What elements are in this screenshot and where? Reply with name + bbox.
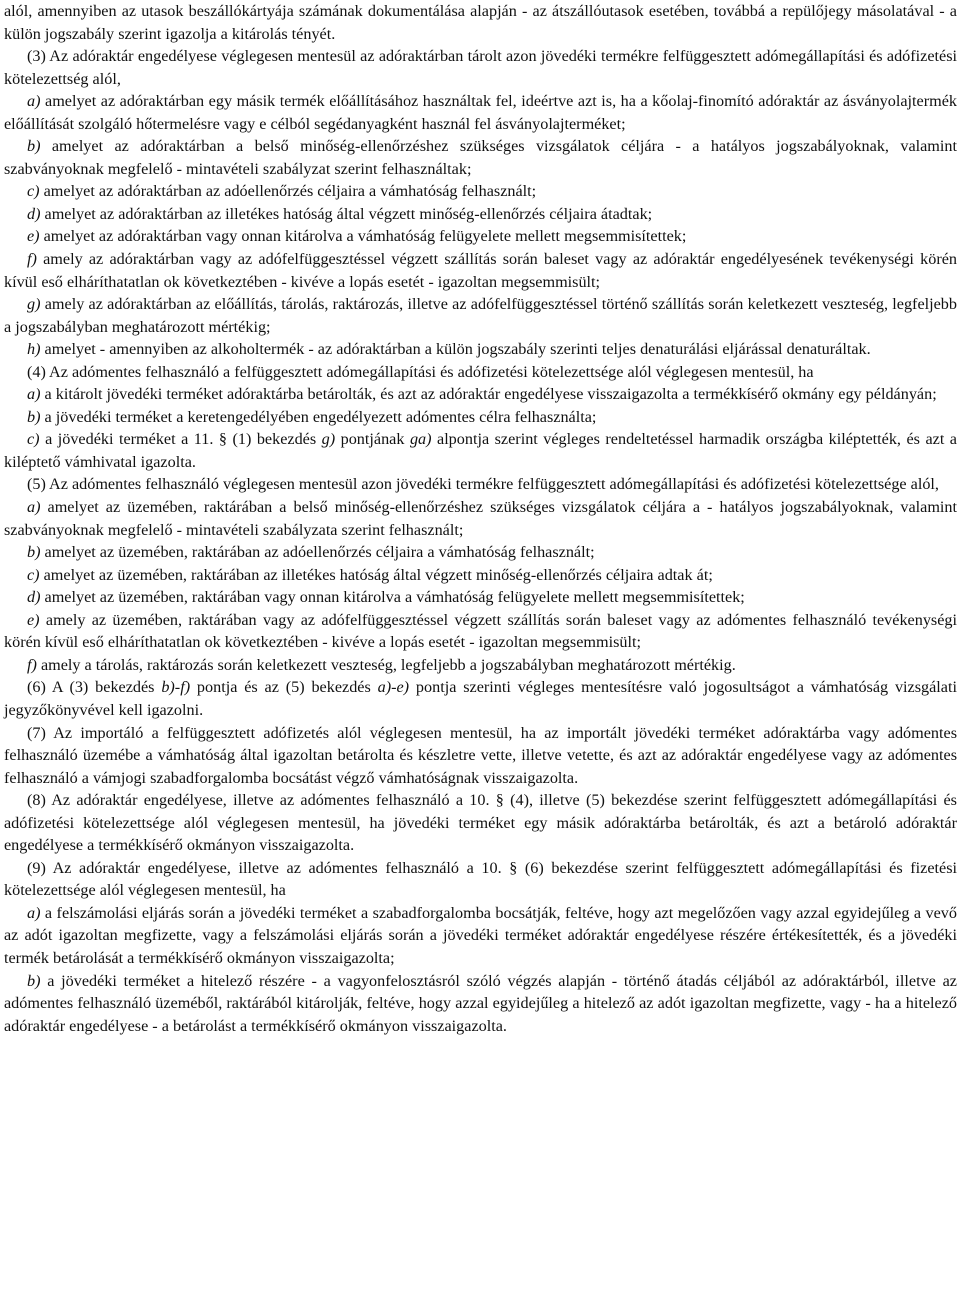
paragraph-text: pontja és az (5) bekezdés: [190, 678, 378, 697]
paragraph: [4, 45, 957, 90]
point-label: g): [27, 295, 41, 314]
paragraph-text: (8) Az adóraktár engedélyese, illetve az adómentes felhasználó a 10. § (4), illetve (5) bekezdése szerint felfüggesztett adómegállapítási és adófizetési kötelezettsége alól véglegesen mentesül, ha jövedéki terméket egy másik adóraktárba betárolták, és azt a betároló adóraktár engedélyese a termékkísérő okmányon visszaigazolta.: [4, 791, 957, 855]
point-label: a)-e): [377, 678, 410, 697]
paragraph-text: pontjának: [335, 430, 410, 449]
paragraph-text: (4) Az adómentes felhasználó a felfüggesztett adómegállapítási és adófizetési kötelezettsége alól véglegesen mentesül, ha: [27, 362, 814, 381]
paragraph-text: a jövedéki terméket a hitelező részére - a vagyonfelosztásról szóló végzés alapján - történő átadás céljából az adóraktárból, illetve az adómentes felhasználó üzeméből, raktárából kitárolják, feltéve, hogy azzal egyidejűleg a hitelező az adót igazoltan megfizette, vagy - ha a hitelező adóraktár engedélyese - a betárolást a termékkísérő okmányon visszaigazolta.: [4, 971, 957, 1035]
paragraph-text: amelyet az üzemében, raktárában az adóellenőrzés céljaira a vámhatóság felhasznált;: [40, 543, 595, 562]
point-label: c): [27, 565, 40, 584]
point-label: a): [27, 385, 41, 404]
paragraph-text: pontja szerinti végleges mentesítésre való jogosultságot a vámhatóság vizsgálati jegyzőkönyvével kell igazolni.: [4, 678, 957, 719]
paragraph: [4, 789, 957, 857]
paragraph: [4, 406, 957, 429]
paragraph: [4, 586, 957, 609]
paragraph: [4, 609, 957, 654]
point-label: b): [27, 543, 41, 562]
point-label: f): [27, 250, 37, 269]
paragraph-text: a felszámolási eljárás során a jövedéki terméket a szabadforgalomba bocsátják, feltéve, hogy azt megelőzően vagy azzal egyidejűleg a vevő az adót igazoltan megfizette, vagy a felszámolási eljárás során a jövedéki terméket adóraktár engedélyese részére értékesítették, és a jövedéki termék betárolását a termékkísérő okmányon visszaigazolta;: [4, 903, 957, 967]
point-label: b): [27, 407, 41, 426]
paragraph: [4, 180, 957, 203]
point-label: g): [321, 430, 336, 449]
paragraph: [4, 0, 957, 45]
point-label: e): [27, 227, 40, 246]
paragraph: [4, 970, 957, 1038]
paragraph: [4, 902, 957, 970]
paragraph-text: amely az adóraktárban az előállítás, tárolás, raktározás, illetve az adófelfüggesztéssel történő szállítás során keletkezett veszteség, legfeljebb a jogszabályban meghatározott mértékig;: [4, 295, 957, 336]
paragraph: [4, 564, 957, 587]
paragraph-text: a jövedéki terméket a 11. § (1) bekezdés: [39, 430, 322, 449]
paragraph: [4, 361, 957, 384]
point-label: b): [27, 971, 41, 990]
paragraph-text: amely az adóraktárban vagy az adófelfüggesztéssel végzett szállítás során baleset vagy az adóraktár engedélyesének tevékenységi körén kívül eső elháríthatatlan ok következtében - kivéve a lopás esetét - igazoltan megsemmisült;: [4, 250, 957, 291]
point-label: d): [27, 204, 41, 223]
paragraph: [4, 857, 957, 902]
paragraph: [4, 90, 957, 135]
paragraph: [4, 225, 957, 248]
paragraph: [4, 541, 957, 564]
paragraph-text: amelyet az üzemében, raktárában a belső minőség-ellenőrzéshez szükséges vizsgálatok céljára a - hatályos jogszabályoknak, valamint szabványoknak megfelelő - mintavételi szabályzata szerint felhasznált;: [4, 498, 957, 539]
paragraph-text: (6) A (3) bekezdés: [27, 678, 162, 697]
point-label: c): [27, 430, 40, 449]
point-label: ga): [409, 430, 432, 449]
paragraph: [4, 203, 957, 226]
paragraph: [4, 248, 957, 293]
paragraph-text: alpontja szerint végleges rendeltetéssel harmadik országba kiléptették, és azt a kiléptető vámhivatal igazolta.: [4, 430, 957, 471]
paragraph-text: amelyet az adóraktárban az adóellenőrzés céljaira a vámhatóság felhasznált;: [39, 182, 537, 201]
point-label: d): [27, 588, 41, 607]
point-label: e): [27, 610, 40, 629]
paragraph-text: amelyet az adóraktárban vagy onnan kitárolva a vámhatóság felügyelete mellett megsemmisítettek;: [39, 227, 687, 246]
paragraph-text: amelyet - amennyiben az alkoholtermék - az adóraktárban a külön jogszabály szerinti teljes denaturálási eljárással denaturáltak.: [40, 340, 871, 359]
paragraph: [4, 473, 957, 496]
paragraph-text: (5) Az adómentes felhasználó véglegesen mentesül azon jövedéki termékre felfüggesztett adómegállapítási és adófizetési kötelezettsége alól,: [27, 475, 939, 494]
paragraph: [4, 496, 957, 541]
paragraph: [4, 654, 957, 677]
point-label: h): [27, 340, 41, 359]
paragraph: [4, 428, 957, 473]
paragraph-text: amelyet az adóraktárban a belső minőség-ellenőrzéshez szükséges vizsgálatok céljára - a hatályos jogszabályoknak, valamint szabványoknak megfelelő - mintavételi szabályzat szerint felhasználtak;: [4, 137, 957, 178]
paragraph-text: amelyet az üzemében, raktárában vagy onnan kitárolva a vámhatóság felügyelete mellett megsemmisítettek;: [40, 588, 745, 607]
paragraph: [4, 293, 957, 338]
paragraph: [4, 383, 957, 406]
paragraph-text: (7) Az importáló a felfüggesztett adófizetés alól véglegesen mentesül, ha az importált jövedéki terméket adóraktárba vagy adómentes felhasználó üzemébe a vámhatóság által igazoltan betárolta és készletre vette, illetve vetette, és azt az adóraktár engedélyese vagy az adómentes felhasználó a vámjogi szabadforgalomba bocsátást végző vámhatóságnak visszaigazolta.: [4, 723, 957, 787]
point-label: f): [27, 655, 37, 674]
point-label: a): [27, 903, 41, 922]
point-label: c): [27, 182, 40, 201]
point-label: a): [27, 92, 41, 111]
paragraph-text: alól, amennyiben az utasok beszállókártyája számának dokumentálása alapján - az átszállóutasok esetében, továbbá a repülőjegy másolatával - a külön jogszabály szerint igazolja a kitárolás tényét.: [4, 2, 957, 43]
point-label: b)-f): [161, 678, 191, 697]
paragraph: [4, 676, 957, 721]
paragraph-text: amely a tárolás, raktározás során keletkezett veszteség, legfeljebb a jogszabályban meghatározott mértékig.: [36, 655, 736, 674]
paragraph: [4, 338, 957, 361]
paragraph-text: amely az üzemében, raktárában vagy az adófelfüggesztéssel végzett szállítás során baleset vagy az adómentes felhasználó tevékenységi körén kívül eső elháríthatatlan ok következtében - kivéve a lopás esetét - igazoltan megsemmisült;: [4, 610, 957, 652]
paragraph-text: amelyet az adóraktárban az illetékes hatóság által végzett minőség-ellenőrzés céljaira átadtak;: [40, 204, 653, 223]
paragraph-text: amelyet az adóraktárban egy másik termék előállításához használtak fel, ideértve azt is, ha a kőolaj-finomító adóraktár az ásványolajtermék előállítását szolgáló hőtermelésre vagy e célból segédanyagként használ fel ásványolajterméket;: [4, 92, 957, 133]
paragraph-text: (3) Az adóraktár engedélyese véglegesen mentesül az adóraktárban tárolt azon jövedéki termékre felfüggesztett adómegállapítási és adófizetési kötelezettség alól,: [4, 47, 957, 88]
paragraph-text: (9) Az adóraktár engedélyese, illetve az adómentes felhasználó a 10. § (6) bekezdése szerint felfüggesztett adómegállapítási és fizetési kötelezettsége alól véglegesen mentesül, ha: [4, 858, 957, 900]
point-label: a): [27, 498, 41, 517]
paragraph-text: a jövedéki terméket a keretengedélyében engedélyezett adómentes célra felhasználta;: [40, 407, 597, 426]
paragraph: [4, 135, 957, 180]
paragraph-text: a kitárolt jövedéki terméket adóraktárba betárolták, és azt az adóraktár engedélyese visszaigazolta a termékkísérő okmány egy példányán;: [40, 385, 937, 404]
paragraph: [4, 722, 957, 790]
point-label: b): [27, 137, 41, 156]
paragraph-text: amelyet az üzemében, raktárában az illetékes hatóság által végzett minőség-ellenőrzés céljaira adtak át;: [39, 565, 713, 584]
